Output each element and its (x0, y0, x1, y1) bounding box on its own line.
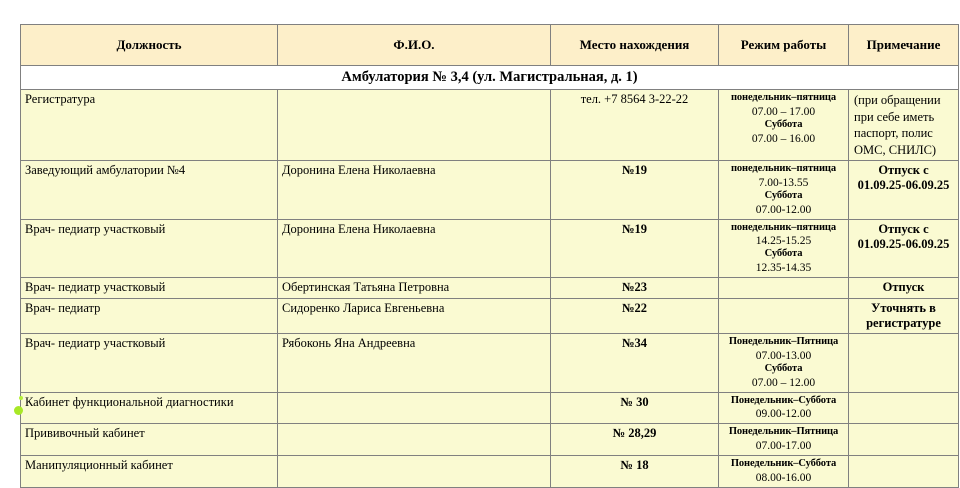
cell-hours (719, 334, 849, 393)
hours-day-label: Понедельник–Пятница (728, 426, 839, 438)
cell-post: Регистратура (21, 90, 278, 161)
cell-note: Уточнять в регистратуре (849, 298, 959, 334)
cell-place: №22 (551, 298, 719, 334)
schedule-table (20, 24, 959, 488)
cell-post: Врач- педиатр участковый (21, 219, 278, 278)
cell-note: Отпуск с 01.09.25-06.09.25 (849, 161, 959, 220)
cell-note (849, 424, 959, 456)
cell-fio: Рябоконь Яна Андреевна (278, 334, 551, 393)
hours-day-label: понедельник–пятница (730, 221, 837, 233)
section-title: Амбулатория № 3,4 (ул. Магистральная, д. 1) (21, 66, 959, 90)
hours-time-label: 07.00 – 12.00 (751, 376, 816, 389)
cell-hours (719, 424, 849, 456)
cell-post: Врач- педиатр участковый (21, 278, 278, 298)
cell-post: Врач- педиатр (21, 298, 278, 334)
schedule-table-container (20, 24, 958, 488)
cell-place: № 18 (551, 456, 719, 488)
green-marker-dot (14, 406, 23, 415)
table-body (21, 66, 959, 488)
hours-day-label: понедельник–пятница (730, 92, 837, 103)
column-header-post: Должность (21, 25, 278, 66)
cell-post: Манипуляционный кабинет (21, 456, 278, 488)
table-row (21, 278, 959, 298)
table-row (21, 424, 959, 456)
cell-fio: Сидоренко Лариса Евгеньевна (278, 298, 551, 334)
hours-day-label: Понедельник–Суббота (730, 458, 837, 470)
cell-hours (719, 298, 849, 334)
cell-post: Прививочный кабинет (21, 424, 278, 456)
hours-time-label: 09.00-12.00 (755, 408, 812, 421)
cell-hours (719, 161, 849, 220)
cell-fio (278, 90, 551, 161)
cell-fio (278, 456, 551, 488)
table-row (21, 392, 959, 424)
cell-note (849, 456, 959, 488)
cell-place: № 28,29 (551, 424, 719, 456)
cell-place: № 30 (551, 392, 719, 424)
hours-day-label: Суббота (764, 362, 803, 374)
cell-place: тел. +7 8564 3-22-22 (551, 90, 719, 161)
hours-time-label: 12.35-14.35 (755, 262, 812, 275)
hours-time-label: 07.00-13.00 (755, 349, 812, 362)
column-header-note: Примечание (849, 25, 959, 66)
column-header-hours: Режим работы (719, 25, 849, 66)
table-header-row (21, 25, 959, 66)
cell-post: Врач- педиатр участковый (21, 334, 278, 393)
table-header (21, 25, 959, 66)
table-row (21, 456, 959, 488)
hours-time-label: 7.00-13.55 (758, 176, 809, 189)
hours-day-label: Понедельник–Пятница (728, 336, 839, 347)
cell-hours (719, 90, 849, 161)
cell-fio (278, 392, 551, 424)
hours-time-label: 07.00-17.00 (755, 440, 812, 453)
cell-hours (719, 456, 849, 488)
hours-day-label: Суббота (764, 248, 803, 260)
hours-day-label: понедельник–пятница (730, 163, 837, 174)
cell-place: №23 (551, 278, 719, 298)
cell-note (849, 334, 959, 393)
hours-time-label: 07.00 – 17.00 (751, 105, 816, 118)
column-header-place: Место нахождения (551, 25, 719, 66)
cell-note (849, 392, 959, 424)
hours-day-label: Понедельник–Суббота (730, 394, 837, 406)
cell-hours (719, 392, 849, 424)
table-row (21, 161, 959, 220)
section-title-row (21, 66, 959, 90)
cell-place: №19 (551, 219, 719, 278)
hours-day-label: Суббота (764, 118, 803, 130)
cell-hours (719, 219, 849, 278)
hours-time-label: 14.25-15.25 (755, 235, 812, 248)
green-marker-dot-small (19, 396, 23, 400)
column-header-fio: Ф.И.О. (278, 25, 551, 66)
cell-fio: Обертинская Татьяна Петровна (278, 278, 551, 298)
hours-day-label: Суббота (764, 189, 803, 201)
hours-time-label: 07.00 – 16.00 (751, 132, 816, 145)
cell-hours (719, 278, 849, 298)
table-row (21, 90, 959, 161)
cell-post: Заведующий амбулатории №4 (21, 161, 278, 220)
table-row (21, 334, 959, 393)
cell-place: №34 (551, 334, 719, 393)
cell-fio: Доронина Елена Николаевна (278, 161, 551, 220)
cell-fio (278, 424, 551, 456)
cell-note: (при обращении при себе иметь паспорт, полис ОМС, СНИЛС) (849, 90, 959, 161)
table-row (21, 298, 959, 334)
table-row (21, 219, 959, 278)
cell-note: Отпуск (849, 278, 959, 298)
hours-time-label: 08.00-16.00 (755, 472, 812, 485)
cell-place: №19 (551, 161, 719, 220)
cell-fio: Доронина Елена Николаевна (278, 219, 551, 278)
cell-post: Кабинет функциональной диагностики (21, 392, 278, 424)
hours-time-label: 07.00-12.00 (755, 203, 812, 216)
cell-note: Отпуск с 01.09.25-06.09.25 (849, 219, 959, 278)
